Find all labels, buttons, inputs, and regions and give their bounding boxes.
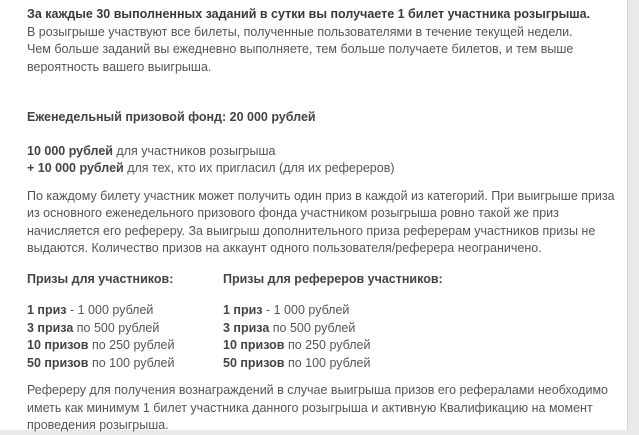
prize-item [223,337,523,355]
prize-value: по 250 рублей [88,338,175,352]
outro-line: иметь как минимум 1 билет участника данного розыгрыша и активную Квалификацию на момент [27,400,593,415]
fund-referrers-amount: + 10 000 рублей [27,161,124,175]
outro-line: Рефереру для получения вознаграждений в случае выигрыша призов его рефералами необходимо [27,383,609,397]
prize-value: - 1 000 рублей [66,303,154,317]
prize-item [223,302,523,320]
prize-fund-title: Еженедельный призовой фонд: 20 000 рублей [27,110,316,124]
fund-participants-amount: 10 000 рублей [27,143,113,158]
participant-prizes-column [27,271,223,373]
intro-line: В розыгрыше участвуют все билеты, полученные пользователями в течение текущей недели. [27,24,573,39]
prize-value: по 100 рублей [284,355,371,370]
prize-count: 1 приз [27,303,67,317]
prize-count: 50 призов [223,355,285,370]
intro-headline: За каждые 30 выполненных заданий в сутки вы получаете 1 билет участника розыгрыша. [27,7,591,21]
referrer-prizes-column [223,271,523,373]
fund-participants-text: для участников розыгрыша [112,143,276,158]
rules-line: начисляется его рефереру. За выигрыш дополнительного приза реферерам участников призы не [27,223,596,238]
rules-paragraph [27,188,619,258]
prize-value: - 1 000 рублей [262,303,350,317]
fund-referrers-line [27,160,619,178]
prize-item [223,320,523,338]
fund-referrers-text: для тех, кто их пригласил (для их рефереров) [123,161,395,175]
prize-item [27,355,223,373]
rules-line: выдаются. Количество призов на аккаунт одного пользователя/реферера неограничено. [27,241,542,255]
rules-line: из основного еженедельного призового фонда участником розыгрыша ровно такой же приз [27,206,559,220]
prize-count: 50 призов [27,355,89,370]
prizes-table [27,271,619,373]
prize-count: 3 приза [27,320,74,335]
prize-value: по 250 рублей [284,338,371,352]
prize-value: по 500 рублей [269,320,356,335]
prize-count: 1 приз [223,303,263,317]
prize-value: по 100 рублей [88,355,175,370]
intro-line: Чем больше заданий вы ежедневно выполняете, тем больше получаете билетов, и тем выше [27,42,574,56]
prize-item [223,355,523,373]
prize-item [27,337,223,355]
intro-paragraph [27,6,619,76]
prize-fund-breakdown [27,143,619,178]
fund-participants-line [27,143,619,161]
prize-value: по 500 рублей [73,320,160,335]
intro-line: вероятность вашего выигрыша. [27,59,212,74]
prize-count: 10 призов [27,338,89,352]
prize-item [27,302,223,320]
referrer-requirements-paragraph [27,382,619,435]
outro-line: проведения розыгрыша. [27,418,169,432]
participant-prizes-title: Призы для участников: [27,271,174,286]
prize-item [27,320,223,338]
prize-count: 10 призов [223,338,285,352]
rules-line: По каждому билету участник может получить один приз в каждой из категорий. При выигрыше приза [27,188,615,203]
referrer-prizes-title: Призы для рефереров участников: [223,271,443,286]
prize-count: 3 приза [223,320,270,335]
